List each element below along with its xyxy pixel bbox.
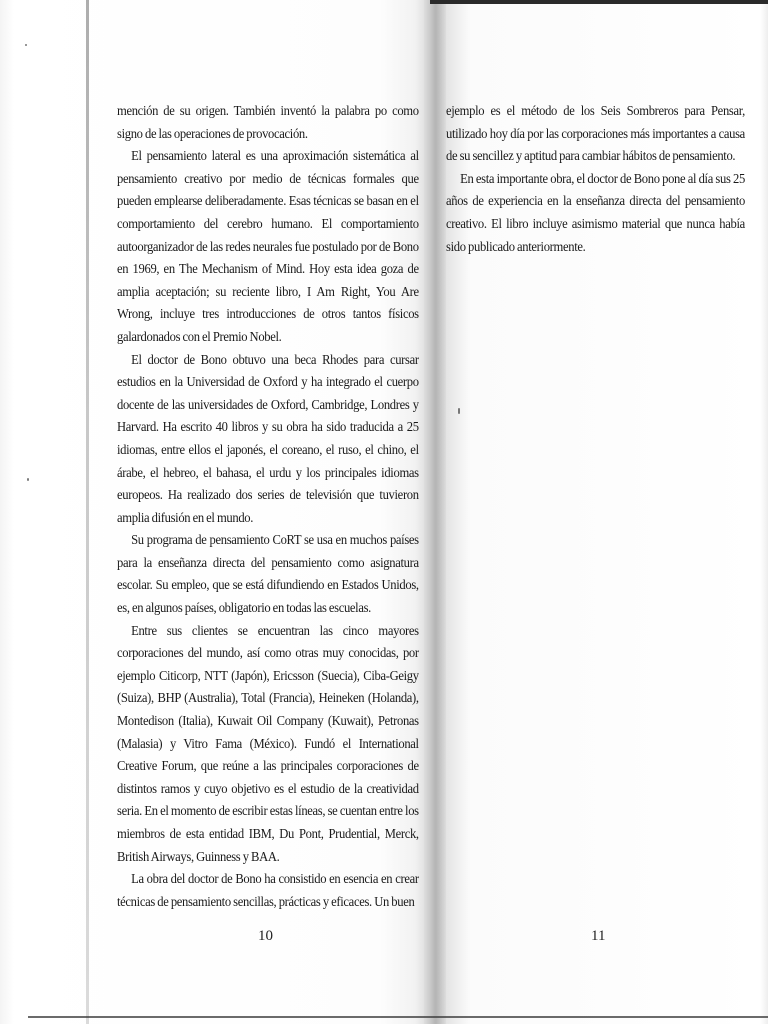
scan-speck bbox=[25, 44, 27, 46]
book-fold-shadow bbox=[424, 0, 446, 1024]
left-page bbox=[117, 100, 419, 913]
page-number-right: 11 bbox=[591, 928, 606, 944]
right-page bbox=[446, 100, 745, 258]
paragraph: En esta importante obra, el doctor de Bono pone al día sus 25 años de experiencia en la enseñanza directa del pensamiento creativo. El libro incluye asimismo material que nunca había sido publicado anteriormente. bbox=[446, 170, 745, 254]
scan-speck bbox=[27, 478, 29, 481]
page-number-left: 10 bbox=[258, 928, 273, 944]
page-edge bbox=[86, 0, 89, 1024]
scan-speck bbox=[458, 408, 460, 414]
paragraph: mención de su origen. También inventó la palabra po como signo de las operaciones de provocación. bbox=[117, 103, 419, 141]
paragraph: El doctor de Bono obtuvo una beca Rhodes para cursar estudios en la Universidad de Oxford y ha integrado el cuerpo docente de las universidades de Oxford, Cambridge, Londres y Harvard. Ha escrito 40 libros y su obra ha sido traducida a 25 idiomas, entre ellos el japonés, el coreano, el ruso, el chino, el árabe, el hebreo, el bahasa, el urdu y los principales idiomas europeos. Ha realizado dos series de televisión que tuvieron amplia difusión en el mundo. bbox=[117, 351, 419, 525]
scan-top-border bbox=[430, 0, 768, 4]
paragraph: Su programa de pensamiento CoRT se usa en muchos países para la enseñanza directa del pensamiento como asignatura escolar. Su empleo, que se está difundiendo en Estados Unidos, es, en algunos países, obligatorio en todas las escuelas. bbox=[117, 532, 419, 616]
paragraph: La obra del doctor de Bono ha consistido en esencia en crear técnicas de pensamiento sencillas, prácticas y eficaces. Un buen bbox=[117, 871, 419, 909]
paragraph: Entre sus clientes se encuentran las cinco mayores corporaciones del mundo, así como otras muy conocidas, por ejemplo Citicorp, NTT (Japón), Ericsson (Suecia), Ciba-Geigy (Suiza), BHP (Australia), Total (Francia), Heineken (Holanda), Montedison (Italia), Kuwait Oil Company (Kuwait), Petronas (Malasia) y Vitro Fama (México). Fundó el International Creative Forum, que reúne a las principales corporaciones de distintos ramos y cuyo objetivo es el estudio de la creatividad seria. En el momento de escribir estas líneas, se cuentan entre los miembros de esta entidad IBM, Du Pont, Prudential, Merck, British Airways, Guinness y BAA. bbox=[117, 622, 419, 864]
scan-bottom-border bbox=[28, 1016, 768, 1018]
paragraph: ejemplo es el método de los Seis Sombreros para Pensar, utilizado hoy día por las corporaciones más importantes a causa de su sencillez y aptitud para cambiar hábitos de pensamiento. bbox=[446, 103, 745, 164]
paragraph: El pensamiento lateral es una aproximación sistemática al pensamiento creativo por medio de técnicas formales que pueden emplearse deliberadamente. Esas técnicas se basan en el comportamiento del cerebro humano. El comportamiento autoorganizador de las redes neurales fue postulado por de Bono en 1969, en The Mechanism of Mind. Hoy esta idea goza de amplia aceptación; su reciente libro, I Am Right, You Are Wrong, incluye tres introducciones de otros tantos físicos galardonados con el Premio Nobel. bbox=[117, 148, 419, 344]
